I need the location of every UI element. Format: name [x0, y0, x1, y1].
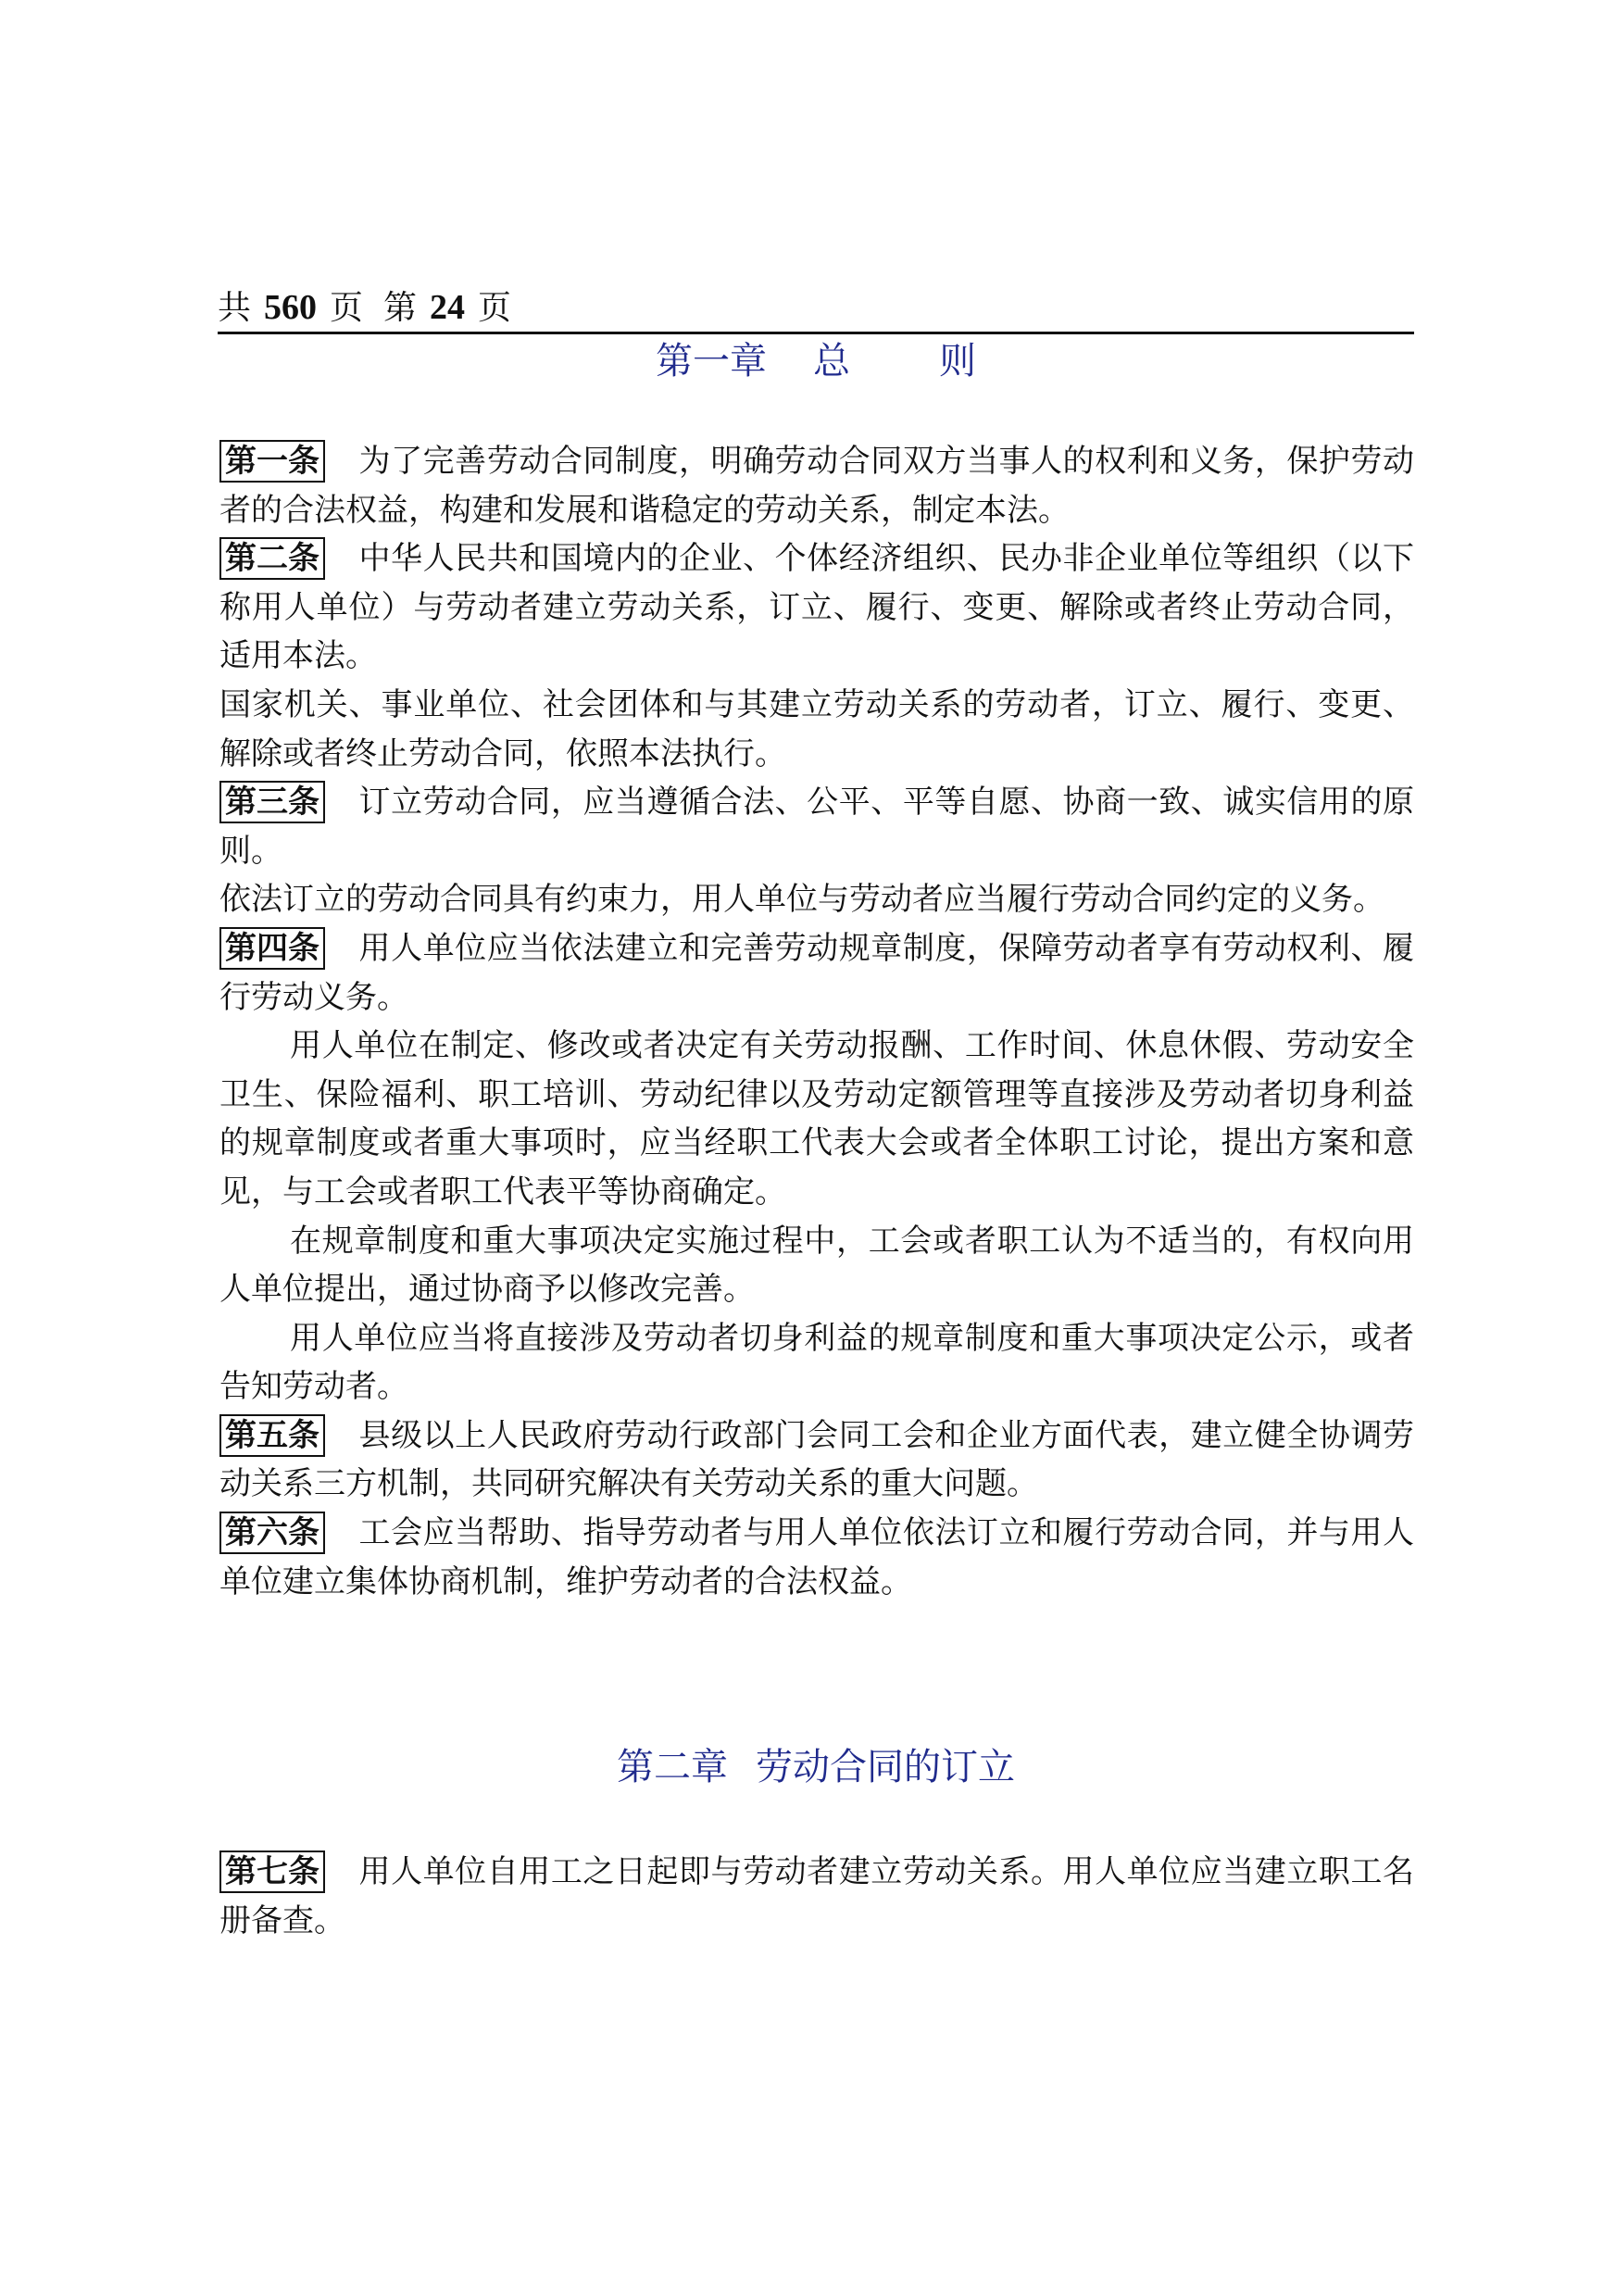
article-text: 用人单位自用工之日起即与劳动者建立劳动关系。用人单位应当建立职工名册备查。	[219, 1853, 1414, 1939]
article-text: 依法订立的劳动合同具有约束力，用人单位与劳动者应当履行劳动合同约定的义务。	[219, 881, 1384, 919]
chapter-1-title-char-2: 则	[939, 340, 976, 383]
article-paragraph	[219, 437, 1414, 534]
article-text: 在规章制度和重大事项决定实施过程中，工会或者职工认为不适当的，有权向用人单位提出，通过协商予以修改完善。	[219, 1222, 1414, 1309]
article-paragraph	[219, 1217, 1414, 1314]
current-page: 24	[430, 288, 466, 327]
article-text: 县级以上人民政府劳动行政部门会同工会和企业方面代表，建立健全协调劳动关系三方机制，共同研究解决有关劳动关系的重大问题。	[219, 1416, 1414, 1503]
article-paragraph	[219, 681, 1414, 778]
article-text: 工会应当帮助、指导劳动者与用人单位依法订立和履行劳动合同，并与用人单位建立集体协商机制，维护劳动者的合法权益。	[219, 1514, 1414, 1600]
article-label: 第一条	[219, 440, 325, 483]
chapter-1-title-char-1: 总	[813, 340, 850, 383]
article-label: 第二条	[219, 537, 325, 580]
chapter-title-2	[218, 1739, 1414, 1795]
article-text: 用人单位应当将直接涉及劳动者切身利益的规章制度和重大事项决定公示，或者告知劳动者。	[219, 1319, 1414, 1406]
article-label: 第五条	[219, 1414, 325, 1457]
page-header	[218, 283, 1414, 334]
article-text: 用人单位应当依法建立和完善劳动规章制度，保障劳动者享有劳动权利、履行劳动义务。	[219, 929, 1414, 1016]
article-paragraph	[219, 778, 1414, 875]
article-paragraph	[219, 1848, 1414, 1945]
total-pages-prefix: 共	[218, 289, 252, 327]
article-label: 第四条	[219, 927, 325, 970]
article-text: 用人单位在制定、修改或者决定有关劳动报酬、工作时间、休息休假、劳动安全卫生、保险福利、职工培训、劳动纪律以及劳动定额管理等直接涉及劳动者切身利益的规章制度或者重大事项时，应当经职工代表大会或者全体职工讨论，提出方案和意见，与工会或者职工代表平等协商确定。	[219, 1027, 1414, 1211]
article-paragraph	[219, 1314, 1414, 1411]
chapter-title-1	[218, 333, 1414, 389]
article-paragraph	[219, 875, 1414, 924]
chapter-1-number: 第一章	[656, 340, 767, 383]
article-paragraph	[219, 534, 1414, 681]
article-label: 第七条	[219, 1851, 325, 1893]
article-label: 第三条	[219, 781, 325, 823]
article-text: 为了完善劳动合同制度，明确劳动合同双方当事人的权利和义务，保护劳动者的合法权益，构建和发展和谐稳定的劳动关系，制定本法。	[219, 443, 1414, 529]
article-text: 国家机关、事业单位、社会团体和与其建立劳动关系的劳动者，订立、履行、变更、解除或者终止劳动合同，依照本法执行。	[219, 685, 1414, 772]
current-page-prefix: 第	[383, 289, 418, 327]
article-paragraph	[219, 1022, 1414, 1216]
total-pages-suffix: 页	[330, 289, 364, 327]
article-text: 中华人民共和国境内的企业、个体经济组织、民办非企业单位等组织（以下称用人单位）与劳动者建立劳动关系，订立、履行、变更、解除或者终止劳动合同，适用本法。	[219, 540, 1414, 675]
article-label: 第六条	[219, 1512, 325, 1554]
article-paragraph	[219, 924, 1414, 1022]
article-text: 订立劳动合同，应当遵循合法、公平、平等自愿、协商一致、诚实信用的原则。	[219, 784, 1414, 870]
chapter-1-body	[219, 437, 1414, 1606]
article-paragraph	[219, 1411, 1414, 1509]
current-page-suffix: 页	[478, 289, 512, 327]
total-pages: 560	[264, 288, 318, 327]
chapter-2-number: 第二章	[617, 1746, 728, 1788]
chapter-2-title: 劳动合同的订立	[756, 1746, 1015, 1788]
chapter-2-body	[219, 1848, 1414, 1945]
article-paragraph	[219, 1509, 1414, 1606]
